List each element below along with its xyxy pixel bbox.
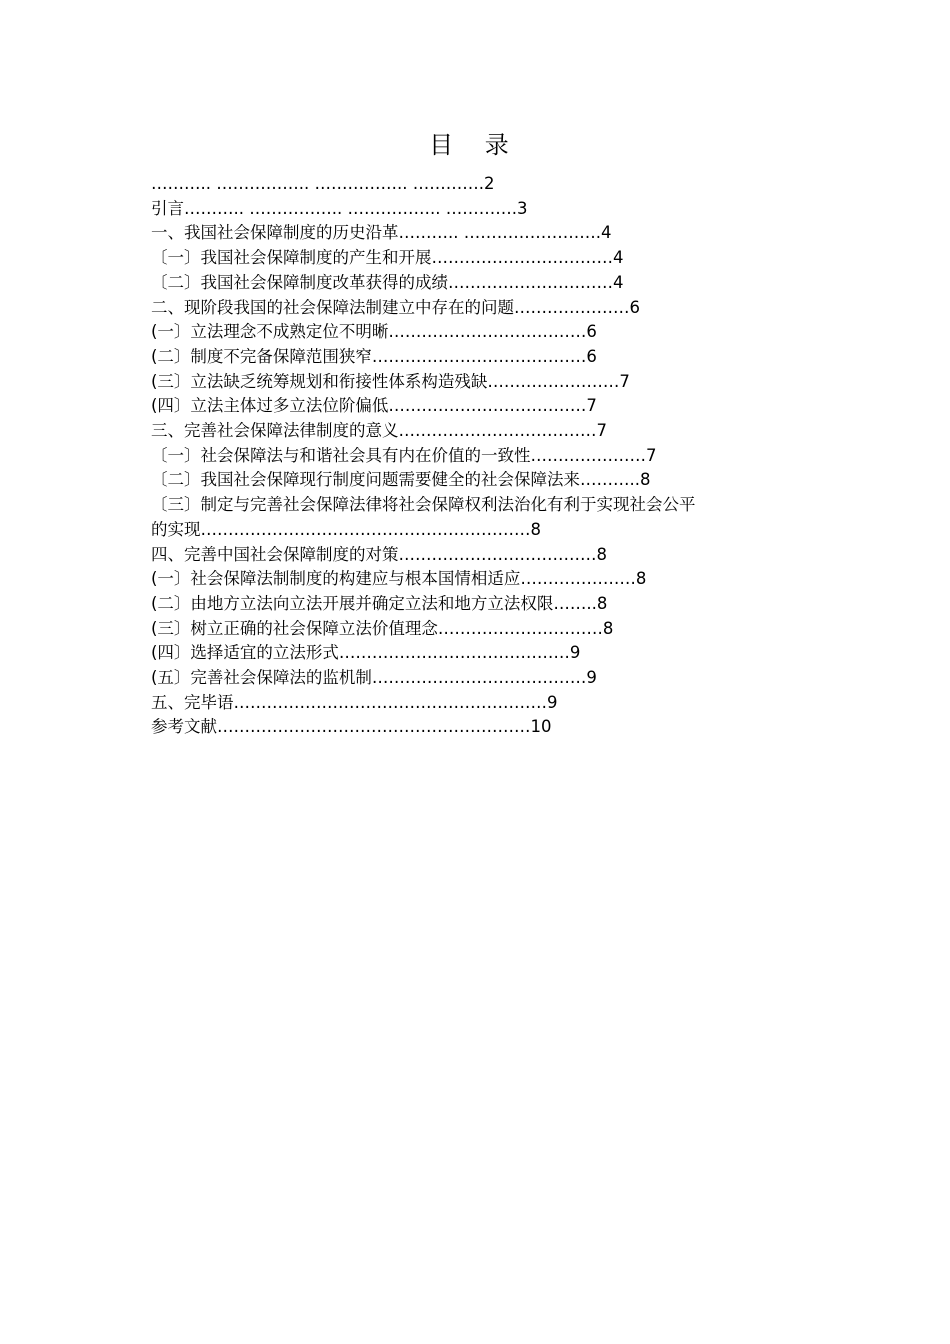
toc-entry-section-4-4: (四〕选择适宜的立法形式……………………………………9: [151, 643, 581, 663]
toc-entry-section-2-4: (四〕立法主体过多立法位阶偏低………………………………7: [151, 396, 597, 416]
toc-entry-section-1-1: 〔一〕我国社会保障制度的产生和开展……………………………4: [151, 248, 624, 268]
toc-entry-section-2-1: (一〕立法理念不成熟定位不明晰………………………………6: [151, 322, 597, 342]
toc-entry-references: 参考文献…………………………………………………10: [151, 717, 552, 737]
toc-entry-section-4-2: (二〕由地方立法向立法开展并确定立法和地方立法权限……..8: [151, 593, 608, 613]
toc-entry-section-2-2: (二〕制度不完备保障范围狭窄…………………………………6: [151, 346, 597, 366]
toc-entry-section-5: 五、完毕语…………………………………………………9: [151, 692, 558, 712]
toc-entry-section-3: 三、完善社会保障法律制度的意义………………………………7: [151, 421, 607, 441]
toc-entry-introduction: 引言……….. …………….. …………….. ………….3: [151, 198, 528, 218]
toc-entry-section-3-3: 〔三〕制定与完善社会保障法律将社会保障权利法治化有利于实现社会公平: [151, 495, 696, 515]
toc-entry-section-3-1: 〔一〕社会保障法与和谐社会具有内在价值的一致性…………………7: [151, 445, 657, 465]
toc-entry-section-2: 二、现阶段我国的社会保障法制建立中存在的问题…………………6: [151, 297, 640, 317]
toc-entry-section-3-2: 〔二〕我国社会保障现行制度问题需要健全的社会保障法来………..8: [151, 470, 651, 490]
toc-entry-section-4-3: (三〕树立正确的社会保障立法价值理念…………………………8: [151, 618, 614, 638]
toc-entry-section-3-3-continued: 的实现……………………………………………………8: [151, 519, 541, 539]
toc-title: 目 录: [429, 131, 521, 159]
toc-entry-section-1-2: 〔二〕我国社会保障制度改革获得的成绩…………………………4: [151, 272, 624, 292]
toc-entry-section-4: 四、完善中国社会保障制度的对策………………………………8: [151, 544, 607, 564]
toc-entry-abstract: ……….. …………….. …………….. ………….2: [151, 174, 495, 193]
toc-entry-section-4-1: (一〕社会保障法制制度的构建应与根本国情相适应…………………8: [151, 569, 647, 589]
toc-entry-section-2-3: (三〕立法缺乏统筹规划和衔接性体系构造残缺……………………7: [151, 371, 630, 391]
toc-entry-section-4-5: (五〕完善社会保障法的监机制…………………………………9: [151, 668, 597, 688]
toc-entry-section-1: 一、我国社会保障制度的历史沿革……….. …………………….4: [151, 223, 612, 243]
toc-list: [151, 172, 811, 740]
